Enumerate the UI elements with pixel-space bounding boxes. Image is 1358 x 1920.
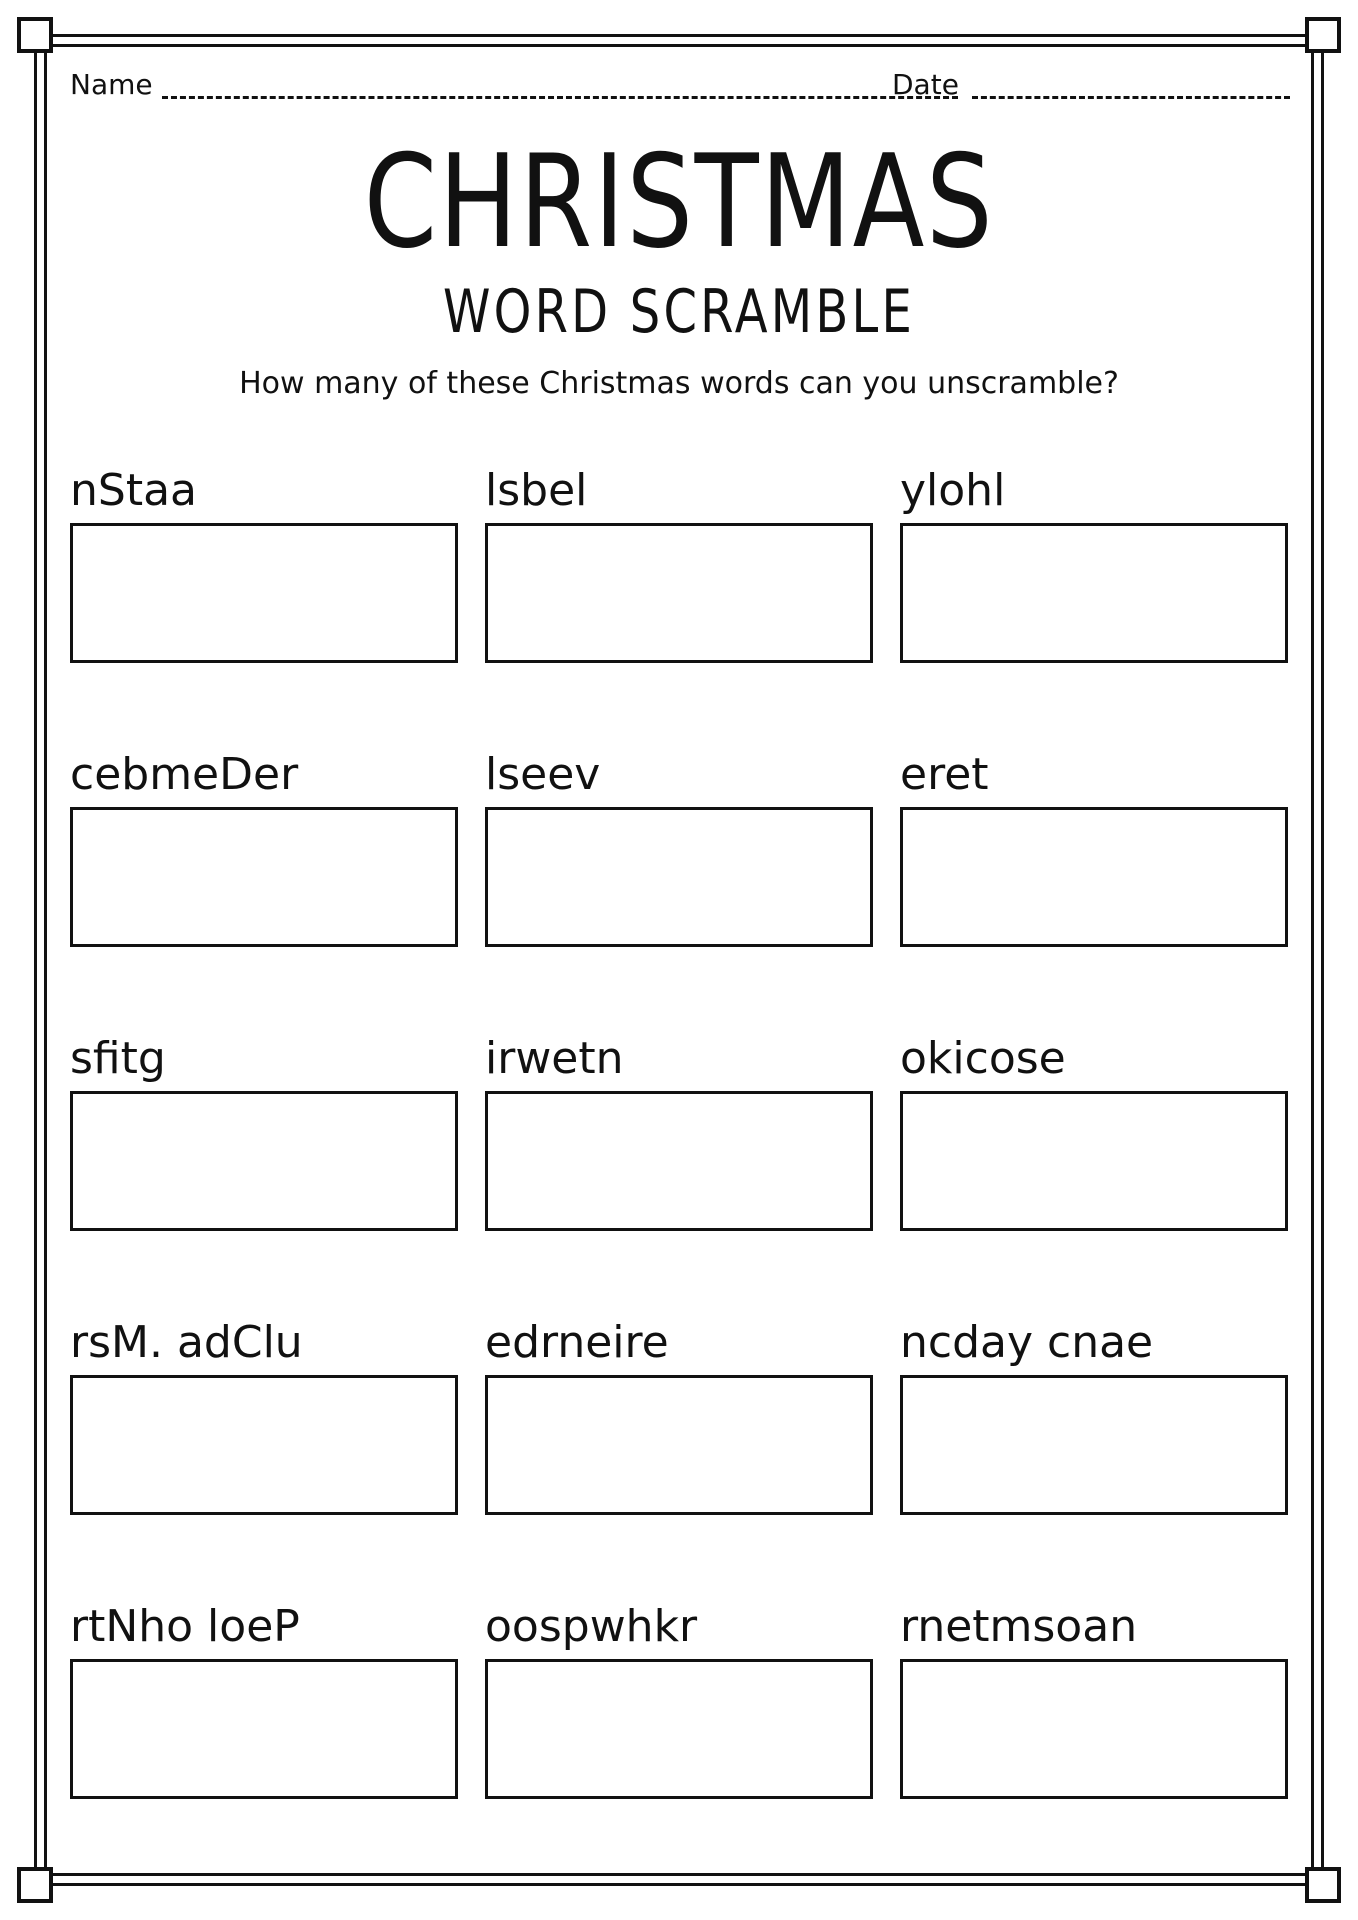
answer-box[interactable]	[70, 1659, 458, 1799]
scrambled-word: rnetmsoan	[900, 1601, 1138, 1652]
word-item	[900, 1307, 1288, 1541]
answer-box[interactable]	[70, 1375, 458, 1515]
answer-box[interactable]	[485, 1091, 873, 1231]
scrambled-word: cebmeDer	[70, 749, 299, 800]
word-item	[70, 1023, 458, 1257]
scrambled-word: edrneire	[485, 1317, 669, 1368]
scrambled-word: okicose	[900, 1033, 1066, 1084]
date-field[interactable]	[972, 96, 1290, 99]
word-item	[70, 739, 458, 973]
frame-corner-bottom-right	[1305, 1867, 1341, 1903]
answer-box[interactable]	[900, 1091, 1288, 1231]
scrambled-word: ncday cnae	[900, 1317, 1154, 1368]
word-item	[485, 739, 873, 973]
word-item	[900, 739, 1288, 973]
answer-box[interactable]	[485, 1375, 873, 1515]
frame-corner-top-right	[1305, 17, 1341, 53]
instructions-text: How many of these Christmas words can you unscramble?	[239, 366, 1119, 401]
name-field[interactable]	[162, 96, 958, 99]
scrambled-word: sfitg	[70, 1033, 166, 1084]
word-item	[485, 1023, 873, 1257]
scrambled-word: rsM. adClu	[70, 1317, 303, 1368]
scrambled-word: ylohl	[900, 465, 1006, 516]
scrambled-word: irwetn	[485, 1033, 624, 1084]
word-item	[900, 1023, 1288, 1257]
answer-box[interactable]	[70, 807, 458, 947]
date-label: Date	[892, 68, 959, 101]
word-grid	[70, 455, 1290, 1815]
answer-box[interactable]	[70, 1091, 458, 1231]
answer-box[interactable]	[900, 807, 1288, 947]
word-item	[485, 455, 873, 689]
name-label: Name	[70, 68, 153, 101]
scrambled-word: rtNho loeP	[70, 1601, 300, 1652]
word-item	[485, 1591, 873, 1825]
word-item	[900, 455, 1288, 689]
worksheet-subtitle: WORD SCRAMBLE	[442, 277, 916, 347]
scrambled-word: nStaa	[70, 465, 197, 516]
worksheet-title: CHRISTMAS	[363, 128, 995, 277]
frame-corner-top-left	[17, 17, 53, 53]
word-item	[900, 1591, 1288, 1825]
answer-box[interactable]	[900, 523, 1288, 663]
word-item	[70, 1591, 458, 1825]
scrambled-word: lseev	[485, 749, 601, 800]
scrambled-word: lsbel	[485, 465, 588, 516]
scrambled-word: eret	[900, 749, 989, 800]
answer-box[interactable]	[70, 523, 458, 663]
word-item	[485, 1307, 873, 1541]
answer-box[interactable]	[900, 1659, 1288, 1799]
answer-box[interactable]	[485, 523, 873, 663]
word-item	[70, 455, 458, 689]
frame-corner-bottom-left	[17, 1867, 53, 1903]
scrambled-word: oospwhkr	[485, 1601, 698, 1652]
answer-box[interactable]	[900, 1375, 1288, 1515]
answer-box[interactable]	[485, 1659, 873, 1799]
header-row	[70, 64, 1290, 108]
word-item	[70, 1307, 458, 1541]
answer-box[interactable]	[485, 807, 873, 947]
